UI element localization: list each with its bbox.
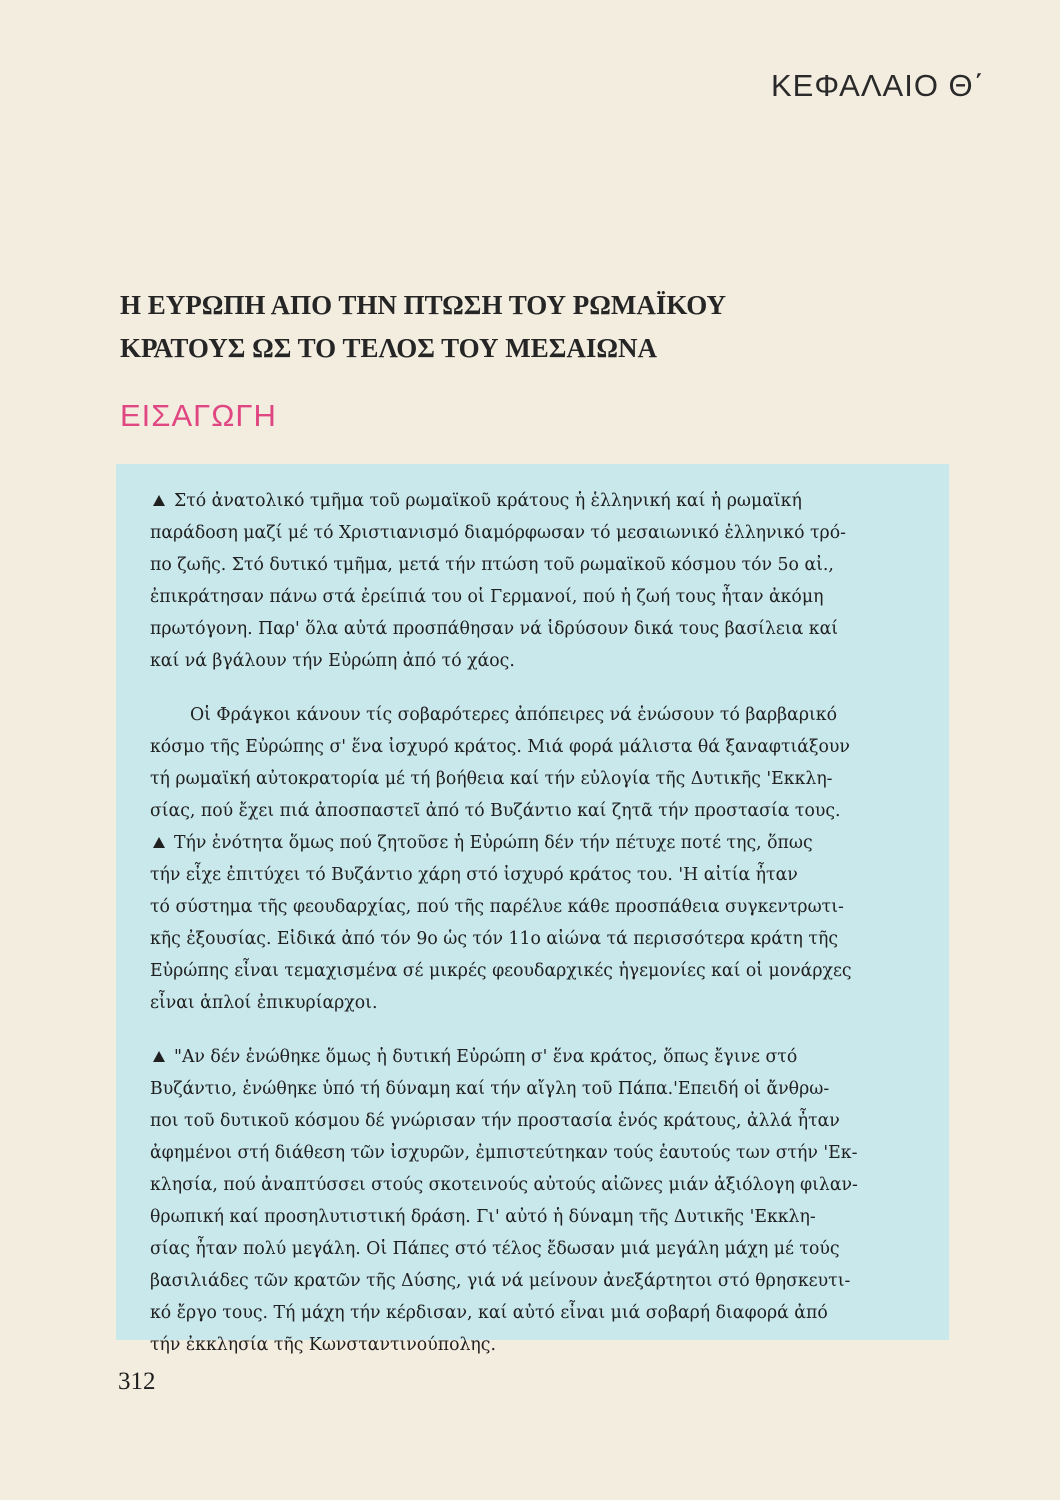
paragraph-line: καί νά βγάλουν τήν Εὐρώπη ἀπό τό χάος. [150,651,515,671]
line-text: Οἱ Φράγκοι κάνουν τίς σοβαρότερες ἀπόπειρες νά ἑνώσουν τό βαρβαρικό [190,705,837,725]
line-text: Στό ἀνατολικό τμῆμα τοῦ ρωμαϊκοῦ κράτους ἡ ἑλληνική καί ἡ ρωμαϊκή [174,491,802,511]
paragraph-gap [150,1019,946,1041]
line-text: Τήν ἑνότητα ὅμως πού ζητοῦσε ἡ Εὐρώπη δέν τήν πέτυχε ποτέ της, ὅπως [174,833,813,853]
section-heading-introduction: ΕΙΣΑΓΩΓΗ [120,398,277,433]
paragraph-line: Εὐρώπης εἶναι τεμαχισμένα σέ μικρές φεουδαρχικές ἡγεμονίες καί οἱ μονάρχες [150,961,852,981]
paragraph-line: πο ζωῆς. Στό δυτικό τμῆμα, μετά τήν πτώση τοῦ ρωμαϊκοῦ κόσμου τόν 5ο αἰ., [150,555,834,575]
triangle-bullet-icon [153,495,165,506]
paragraph-line: παράδοση μαζί μέ τό Χριστιανισμό διαμόρφωσαν τό μεσαιωνικό ἑλληνικό τρό- [150,523,846,543]
paragraph-3 [150,827,946,1019]
paragraph-line: ποι τοῦ δυτικοῦ κόσμου δέ γνώρισαν τήν προστασία ἑνός κράτους, ἀλλά ἦταν [150,1111,840,1131]
paragraph-line: εἶναι ἁπλοί ἐπικυρίαρχοι. [150,993,378,1013]
paragraph-line [150,485,946,517]
paragraph-4 [150,1041,946,1361]
paragraph-line: κόσμο τῆς Εὐρώπης σ' ἕνα ἰσχυρό κράτος. Μιά φορά μάλιστα θά ξαναφτιάξουν [150,737,850,757]
paragraph-line: σίας ἦταν πολύ μεγάλη. Οἱ Πάπες στό τέλος ἔδωσαν μιά μεγάλη μάχη μέ τούς [150,1239,840,1259]
page-number: 312 [118,1368,156,1395]
paragraph-1 [150,485,946,677]
chapter-title-line-1: Η ΕΥΡΩΠΗ ΑΠΟ ΤΗΝ ΠΤΩΣΗ ΤΟΥ ΡΩΜΑΪΚΟΥ [120,290,727,320]
paragraph-line: ἀφημένοι στή διάθεση τῶν ἰσχυρῶν, ἐμπιστεύτηκαν τούς ἑαυτούς των στήν 'Εκ- [150,1143,858,1163]
chapter-title-line-2: ΚΡΑΤΟΥΣ ΩΣ ΤΟ ΤΕΛΟΣ ΤΟΥ ΜΕΣΑΙΩΝΑ [120,333,658,363]
paragraph-line: κῆς ἐξουσίας. Εἰδικά ἀπό τόν 9ο ὡς τόν 11ο αἰώνα τά περισσότερα κράτη τῆς [150,929,839,949]
paragraph-line: σίας, πού ἔχει πιά ἀποσπαστεῖ ἀπό τό Βυζάντιο καί ζητᾶ τήν προστασία τους. [150,801,841,821]
line-text: "Αν δέν ἑνώθηκε ὅμως ἡ δυτική Εὐρώπη σ' ἕνα κράτος, ὅπως ἔγινε στό [174,1047,798,1067]
triangle-bullet-icon [153,1051,165,1062]
paragraph-line [150,827,946,859]
paragraph-line: κό ἔργο τους. Τή μάχη τήν κέρδισαν, καί αὐτό εἶναι μιά σοβαρή διαφορά ἀπό [150,1303,828,1323]
paragraph-line: Βυζάντιο, ἑνώθηκε ὑπό τή δύναμη καί τήν αἴγλη τοῦ Πάπα.'Επειδή οἱ ἄνθρω- [150,1079,830,1099]
paragraph-line [150,699,946,731]
paragraph-line [150,1041,946,1073]
body-text [150,485,946,1361]
paragraph-line: κλησία, πού ἀναπτύσσει στούς σκοτεινούς αὐτούς αἰῶνες μιάν ἀξιόλογη φιλαν- [150,1175,858,1195]
paragraph-line: τή ρωμαϊκή αὐτοκρατορία μέ τή βοήθεια καί τήν εὐλογία τῆς Δυτικῆς 'Εκκλη- [150,769,833,789]
paragraph-line: τήν ἐκκλησία τῆς Κωνσταντινούπολης. [150,1335,496,1355]
paragraph-line: θρωπική καί προσηλυτιστική δράση. Γι' αὐτό ἡ δύναμη τῆς Δυτικῆς 'Εκκλη- [150,1207,816,1227]
paragraph-line: ἐπικράτησαν πάνω στά ἐρείπιά του οἱ Γερμανοί, πού ἡ ζωή τους ἦταν ἀκόμη [150,587,824,607]
paragraph-line: τήν εἶχε ἐπιτύχει τό Βυζάντιο χάρη στό ἰσχυρό κράτος του. 'Η αἰτία ἦταν [150,865,798,885]
paragraph-gap [150,677,946,699]
paragraph-line: τό σύστημα τῆς φεουδαρχίας, πού τῆς παρέλυε κάθε προσπάθεια συγκεντρωτι- [150,897,844,917]
paragraph-line: βασιλιάδες τῶν κρατῶν τῆς Δύσης, γιά νά μείνουν ἀνεξάρτητοι στό θρησκευτι- [150,1271,851,1291]
paragraph-2 [150,699,946,827]
chapter-title [120,284,940,370]
chapter-label: ΚΕΦΑΛΑΙΟ Θ΄ [770,68,985,103]
paragraph-line: πρωτόγονη. Παρ' ὅλα αὐτά προσπάθησαν νά ἱδρύσουν δικά τους βασίλεια καί [150,619,839,639]
triangle-bullet-icon [153,837,165,848]
